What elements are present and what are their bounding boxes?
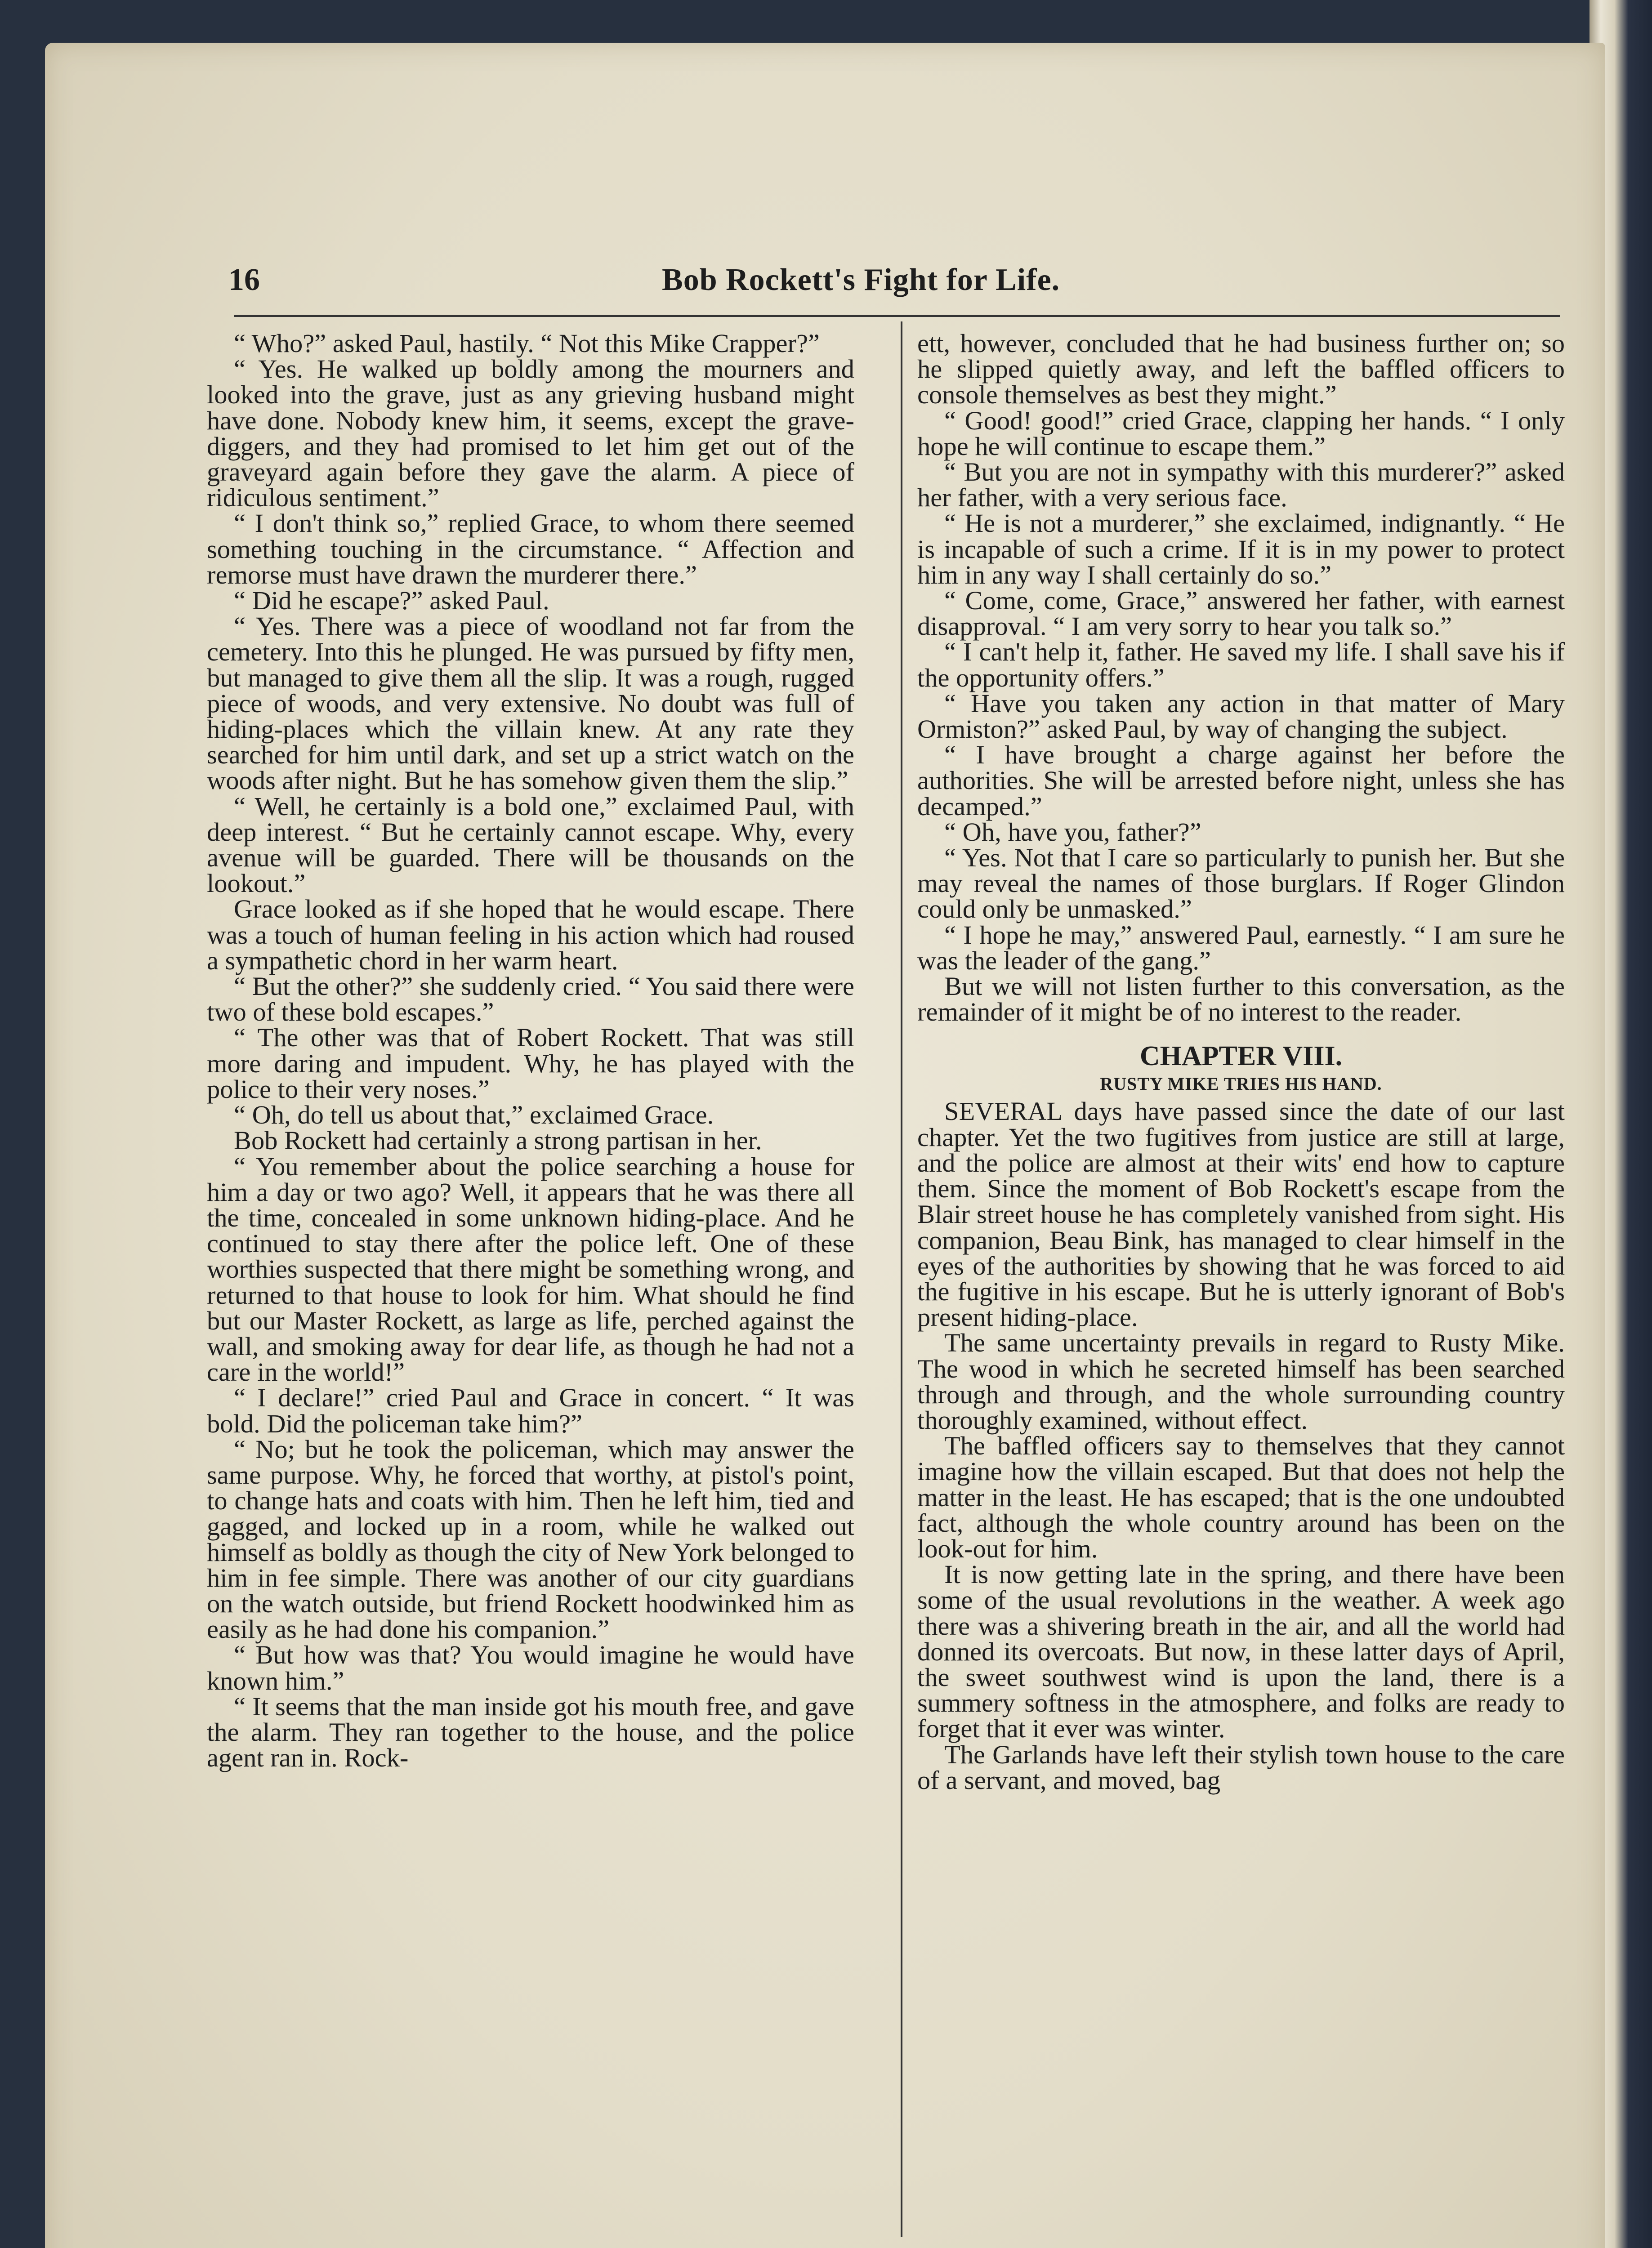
paragraph: “ I don't think so,” replied Grace, to whom there seemed something touching in the circumstance. “ Affection and remorse must have drawn the murderer there.” [207, 508, 854, 589]
paragraph: “ Yes. He walked up boldly among the mourners and looked into the grave, just as any grieving husband might have done. Nobody knew him, it seems, except the grave-diggers, and they had promised to let him get out of the graveyard again before they gave the alarm. A piece of ridiculous sentiment.” [207, 354, 854, 513]
paragraph: “ But the other?” she suddenly cried. “ You said there were two of these bold escapes.” [207, 972, 854, 1027]
paragraph: “ He is not a murderer,” she exclaimed, indignantly. “ He is incapable of such a crime. If it is in my power to protect him in any way I shall certainly do so.” [917, 508, 1565, 589]
paragraph: ett, however, concluded that he had business further on; so he slipped quietly away, and left the baffled officers to console themselves as best they might.” [917, 330, 1565, 410]
paragraph: The baffled officers say to themselves that they cannot imagine how the villain escaped. But that does not help the matter in the least. He has escaped; that is the one undoubted fact, although the whole country around has been on the look-out for him. [917, 1431, 1565, 1563]
header-rule [234, 315, 1560, 317]
text-column-right [917, 330, 1565, 2219]
chapter-subtitle: RUSTY MIKE TRIES HIS HAND. [1100, 1074, 1382, 1094]
paragraph: “ Did he escape?” asked Paul. [234, 586, 549, 616]
paragraph: “ Come, come, Grace,” answered her father, with earnest disapproval. “ I am very sorry to hear you talk so.” [917, 586, 1565, 641]
chapter-heading: CHAPTER VIII. [1139, 1041, 1343, 1072]
paragraph: “ I can't help it, father. He saved my life. I shall save his if the opportunity offers.” [917, 637, 1565, 692]
paragraph: “ Oh, have you, father?” [944, 817, 1201, 847]
paragraph: The same uncertainty prevails in regard to Rusty Mike. The wood in which he secreted himself has been searched through and through, and the whole surrounding country thoroughly examined, without effect. [917, 1328, 1565, 1435]
column-divider [901, 321, 902, 2237]
paragraph: “ You remember about the police searching a house for him a day or two ago? Well, it appears that he was there all the time, concealed in some unknown hiding-place. And he continued to stay there after the police left. One of these worthies suspected that there might be something wrong, and returned to that house to look for him. What should he find but our Master Rockett, as large as life, perched against the wall, and smoking away for dear life, as though he had not a care in the world!” [207, 1151, 854, 1387]
paragraph: “ Oh, do tell us about that,” exclaimed Grace. [234, 1100, 714, 1130]
paragraph: “ I have brought a charge against her before the authorities. She will be arrested before night, unless she has decamped.” [917, 740, 1565, 821]
paragraph: But we will not listen further to this conversation, as the remainder of it might be of no interest to the reader. [917, 972, 1565, 1027]
paragraph: Bob Rockett had certainly a strong partisan in her. [234, 1126, 762, 1155]
paragraph: “ Yes. There was a piece of woodland not far from the cemetery. Into this he plunged. He was pursued by fifty men, but managed to give them all the slip. It was a rough, rugged piece of woods, and very extensive. No doubt was full of hiding-places which the villain knew. At any rate they searched for him until dark, and set up a strict watch on the woods after night. But he has somehow given them the slip.” [207, 611, 854, 795]
paragraph: “ But how was that? You would imagine he would have known him.” [207, 1640, 854, 1695]
paragraph: “ Yes. Not that I care so particularly to punish her. But she may reveal the names of those burglars. If Roger Glindon could only be unmasked.” [917, 843, 1565, 924]
running-title: Bob Rockett's Fight for Life. [662, 263, 1060, 297]
paragraph: “ Have you taken any action in that matter of Mary Ormiston?” asked Paul, by way of changing the subject. [917, 688, 1565, 744]
paragraph: SEVERAL days have passed since the date of our last chapter. Yet the two fugitives from justice are still at large, and the police are almost at their wits' end how to capture them. Since the moment of Bob Rockett's escape from the Blair street house he has completely vanished from sight. His companion, Beau Bink, has managed to clear himself in the eyes of the authorities by showing that he was forced to aid the fugitive in his escape. But he is utterly ignorant of Bob's present hiding-place. [917, 1097, 1565, 1332]
paragraph: “ Who?” asked Paul, hastily. “ Not this Mike Crapper?” [234, 330, 820, 358]
paragraph: “ No; but he took the policeman, which may answer the same purpose. Why, he forced that worthy, at pistol's point, to change hats and coats with him. Then he left him, tied and gagged, and locked up in a room, while he walked out himself as boldly as though the city of New York belonged to him in fee simple. There was another of our city guardians on the watch outside, but friend Rockett hoodwinked him as easily as he had done his companion.” [207, 1434, 854, 1644]
paragraph: “ It seems that the man inside got his mouth free, and gave the alarm. They ran together to the house, and the police agent ran in. Rock- [207, 1691, 854, 1773]
paragraph: “ But you are not in sympathy with this murderer?” asked her father, with a very serious face. [917, 457, 1565, 513]
paragraph: “ Well, he certainly is a bold one,” exclaimed Paul, with deep interest. “ But he certainly cannot escape. Why, every avenue will be guarded. There will be thousands on the lookout.” [207, 791, 854, 898]
page-number: 16 [228, 263, 260, 297]
paragraph: It is now getting late in the spring, and there have been some of the usual revolutions in the weather. A week ago there was a shivering breath in the air, and all the world had donned its overcoats. But now, in these latter days of April, the sweet southwest wind is upon the land, there is a summery softness in the atmosphere, and folks are ready to forget that it ever was winter. [917, 1560, 1565, 1744]
paragraph: Grace looked as if she hoped that he would escape. There was a touch of human feeling in his action which had roused a sympathetic chord in her warm heart. [207, 894, 854, 975]
text-column-left [207, 330, 854, 2219]
paragraph: “ Good! good!” cried Grace, clapping her hands. “ I only hope he will continue to escape them.” [917, 406, 1565, 461]
paragraph: “ The other was that of Robert Rockett. That was still more daring and impudent. Why, he has played with the police to their very noses.” [207, 1023, 854, 1104]
paragraph: The Garlands have left their stylish town house to the care of a servant, and moved, bag [917, 1740, 1565, 1795]
paragraph: “ I hope he may,” answered Paul, earnestly. “ I am sure he was the leader of the gang.” [917, 920, 1565, 975]
paragraph: “ I declare!” cried Paul and Grace in concert. “ It was bold. Did the policeman take him?” [207, 1383, 854, 1438]
document-page [45, 43, 1605, 2248]
